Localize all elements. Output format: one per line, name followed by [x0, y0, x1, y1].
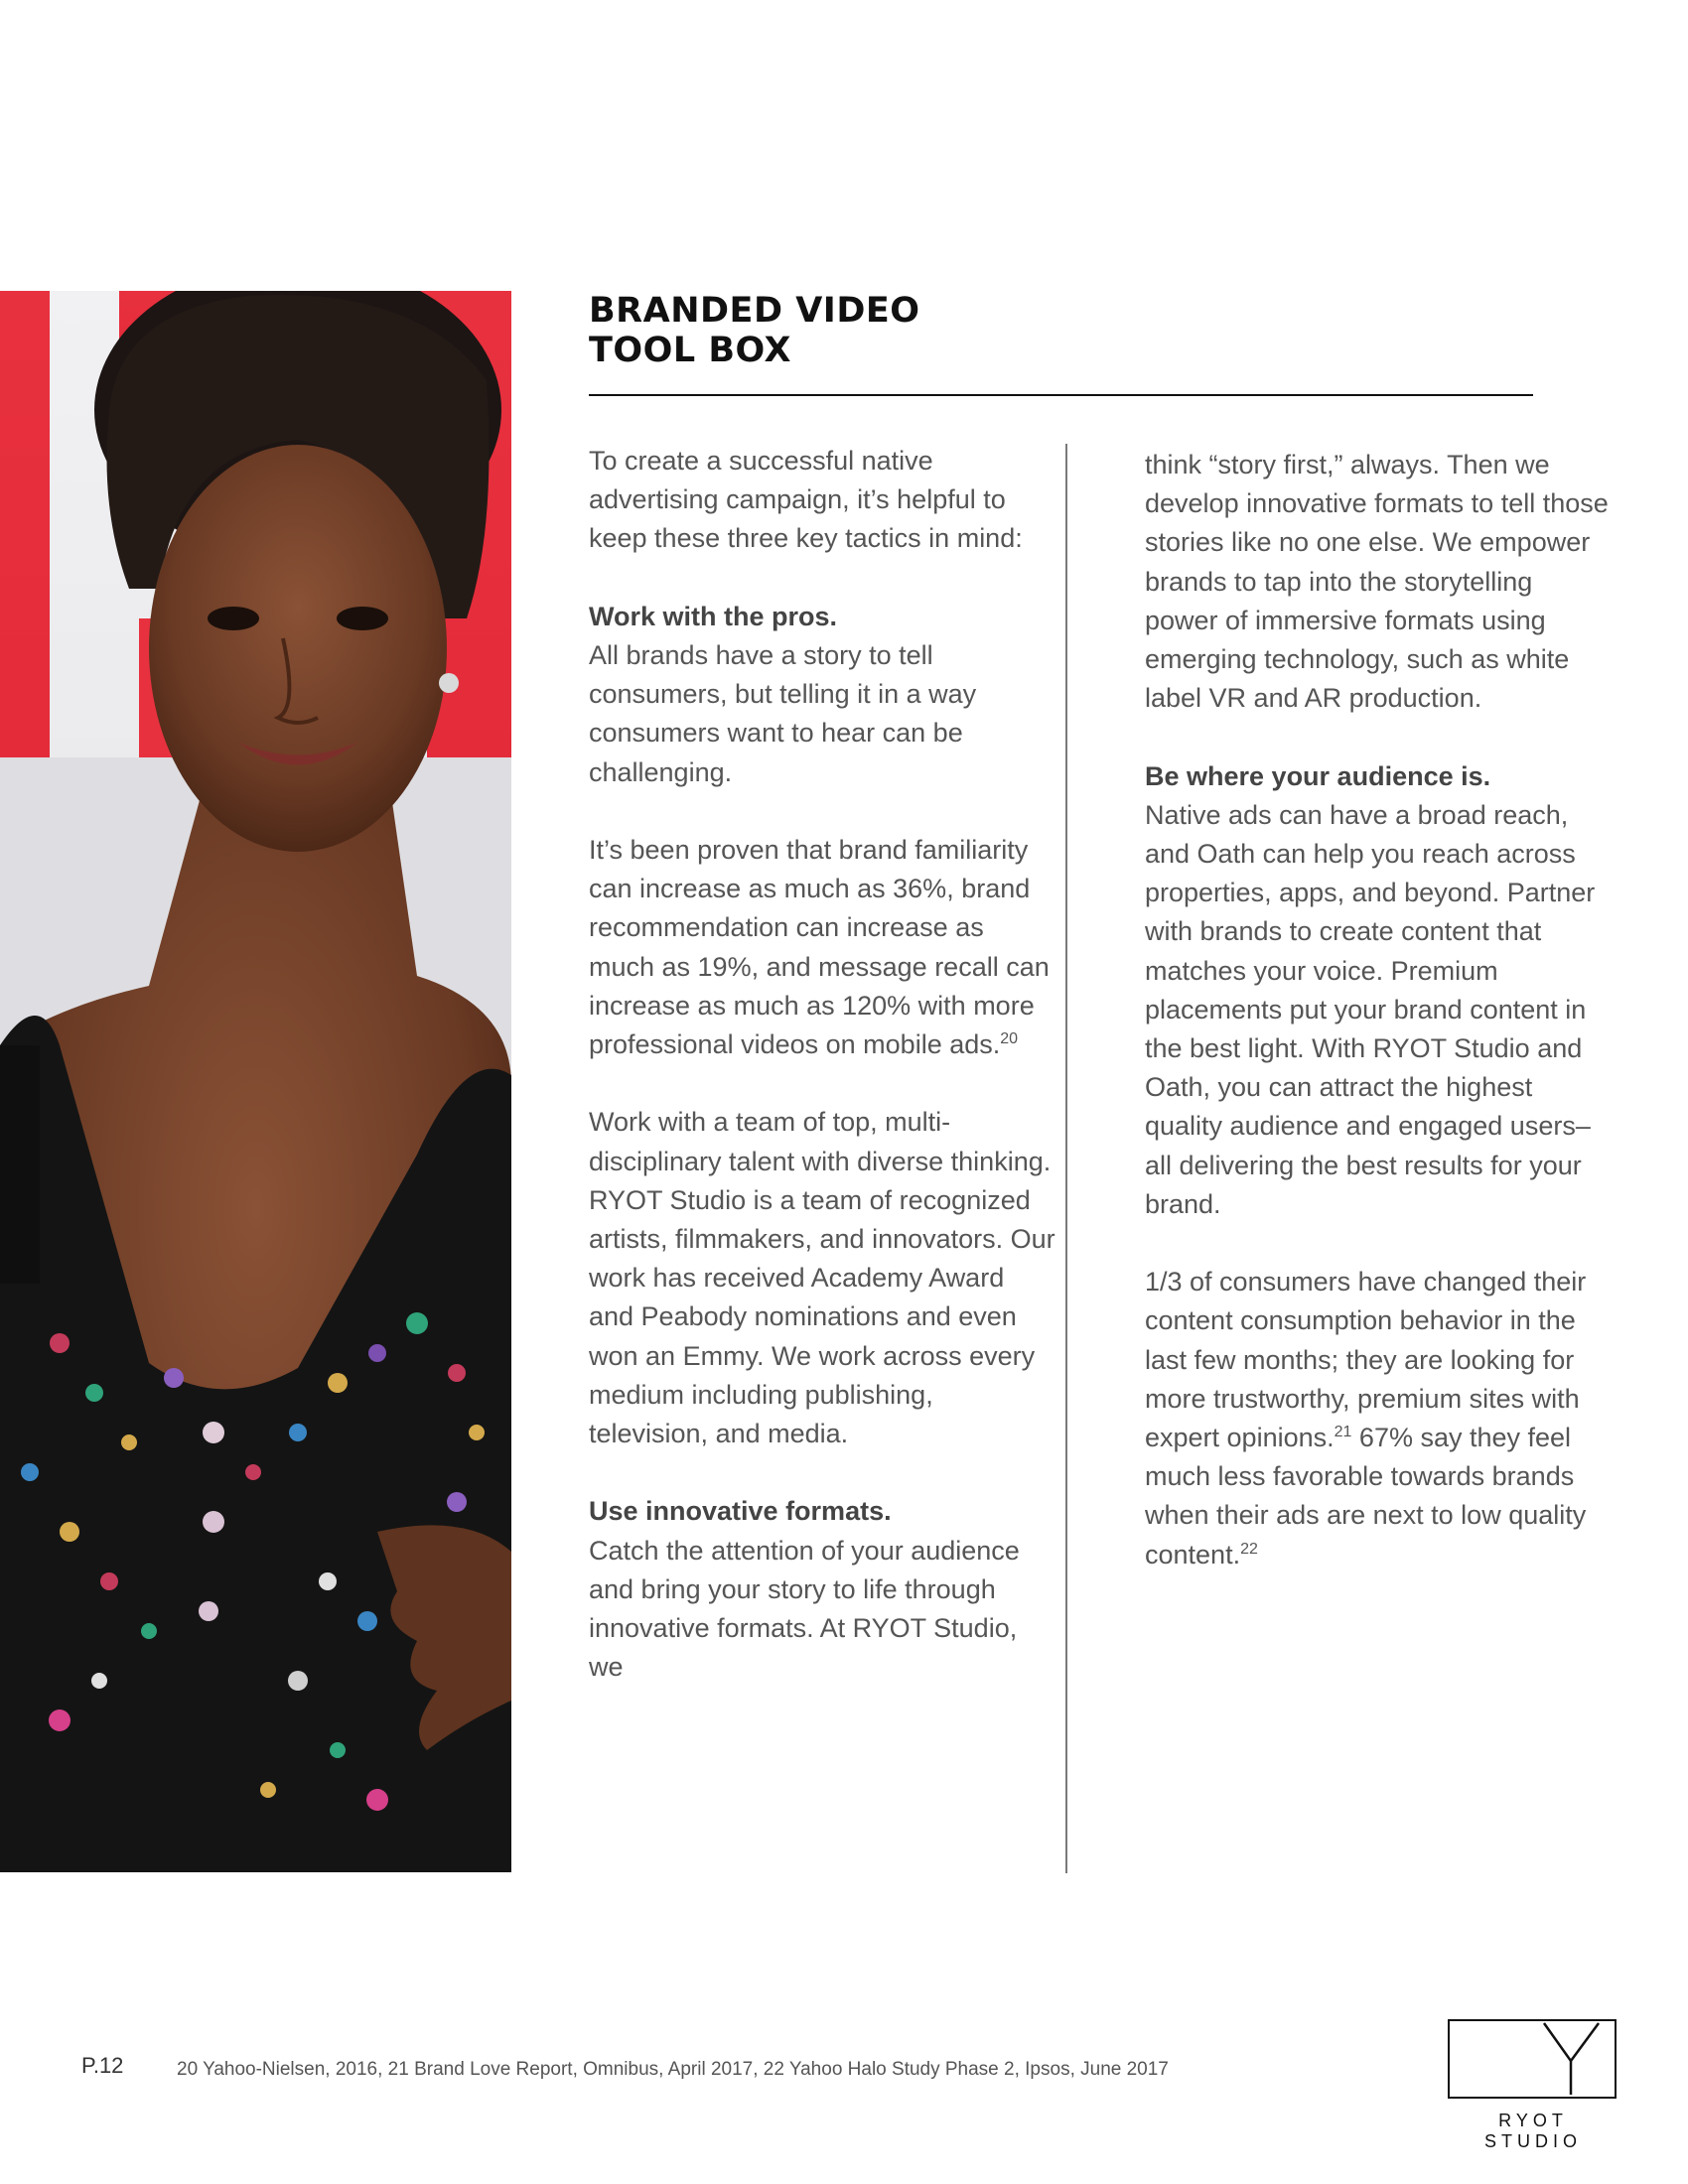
heading-divider	[589, 394, 1533, 396]
tactic-pros-title: Work with the pros.	[589, 601, 838, 631]
consumers-paragraph	[1145, 1263, 1612, 1574]
tactic-pros	[589, 598, 1055, 792]
stat-paragraph-text: It’s been proven that brand familiarity can increase as much as 36%, brand recommendation can increase as much as 19%, and message recall can increase as much as 120% with more professional videos on mobile ads.	[589, 835, 1050, 1060]
tactic-formats	[589, 1492, 1055, 1687]
footnote-ref-20: 20	[1000, 1030, 1019, 1048]
ryot-logo-icon	[1448, 2019, 1617, 2099]
team-paragraph: Work with a team of top, multi-disciplinary talent with diverse thinking. RYOT Studio is a team of recognized artists, filmmakers, and innovators. Our work has received Academy Award and Peabody nominations and even won an Emmy. We work across every medium including publishing, television, and media.	[589, 1107, 1055, 1449]
intro-paragraph: To create a successful native advertising campaign, it’s helpful to keep these three key tactics in mind:	[589, 446, 1023, 554]
page-heading	[589, 291, 1482, 370]
heading-line-1: BRANDED VIDEO	[589, 291, 920, 331]
tactic-formats-title: Use innovative formats.	[589, 1496, 892, 1527]
footnotes: 20 Yahoo-Nielsen, 2016, 21 Brand Love Report, Omnibus, April 2017, 22 Yahoo Halo Study Phase 2, Ipsos, June 2017	[177, 2059, 1169, 2080]
footnote-ref-21: 21	[1334, 1424, 1352, 1441]
logo-wordmark: RYOT STUDIO	[1483, 2111, 1582, 2151]
cover-photo	[0, 291, 511, 1872]
tactic-audience-title: Be where your audience is.	[1145, 760, 1491, 791]
tactic-audience-body: Native ads can have a broad reach, and Oath can help you reach across properties, apps, and beyond. Partner with brands to create content that matches your voice. Premium placements put your brand content in the best light. With RYOT Studio and Oath, you can attract the highest quality audience and engaged users–all delivering the best results for your brand.	[1145, 799, 1596, 1219]
tactic-formats-body: Catch the attention of your audience and bring your story to life through innovative formats. At RYOT Studio, we	[589, 1535, 1020, 1683]
tactic-audience	[1145, 757, 1612, 1224]
stat-paragraph	[589, 831, 1055, 1064]
continuation-paragraph: think “story first,” always. Then we develop innovative formats to tell those stories like no one else. We empower brands to tap into the storytelling power of immersive formats using emerging technology, such as white label VR and AR production.	[1145, 450, 1609, 714]
page-number: P.12	[81, 2053, 124, 2078]
left-column	[589, 442, 1055, 1687]
tactic-pros-body: All brands have a story to tell consumers, but telling it in a way consumers want to hear can be challenging.	[589, 640, 977, 787]
heading-line-2: TOOL BOX	[589, 331, 792, 370]
right-column	[1145, 446, 1612, 1574]
consumers-text-1: 1/3 of consumers have changed their content consumption behavior in the last few months; they are looking for more trustworthy, premium sites with expert opinions.	[1145, 1267, 1587, 1453]
consumers-text-2: 67% say they feel much less favorable towards brands when their ads are next to low quality content.	[1145, 1423, 1587, 1570]
column-divider	[1065, 444, 1067, 1873]
footnote-ref-22: 22	[1240, 1540, 1258, 1558]
